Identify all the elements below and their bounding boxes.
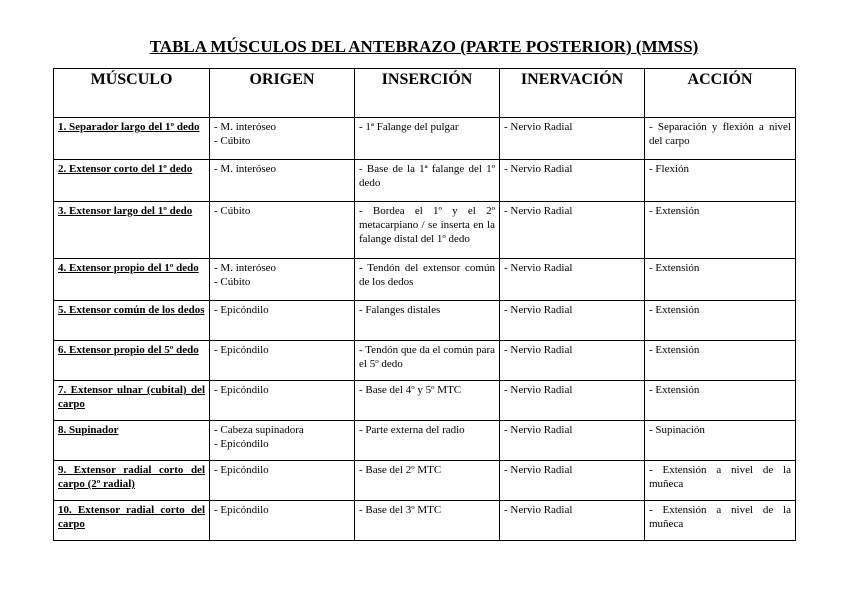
cell-origen: [210, 160, 355, 202]
cell-musculo: 10. Extensor radial corto del carpo: [54, 501, 210, 541]
cell-inervacion: - Nervio Radial: [500, 381, 645, 421]
cell-origen: [210, 118, 355, 160]
origen-line: - Cúbito: [214, 276, 251, 288]
cell-accion: - Extensión: [645, 202, 796, 259]
cell-inervacion: - Nervio Radial: [500, 421, 645, 461]
cell-insercion: - Parte externa del radio: [355, 421, 500, 461]
origen-line: - Cúbito: [214, 205, 251, 217]
table-row: [54, 160, 796, 202]
cell-origen: [210, 341, 355, 381]
cell-musculo: 7. Extensor ulnar (cubital) del carpo: [54, 381, 210, 421]
cell-accion: - Extensión: [645, 259, 796, 301]
cell-insercion: - Base del 2º MTC: [355, 461, 500, 501]
cell-insercion: - Base del 4º y 5º MTC: [355, 381, 500, 421]
cell-accion: - Extensión a nivel de la muñeca: [645, 461, 796, 501]
header-insercion: INSERCIÓN: [355, 69, 500, 118]
table-row: [54, 301, 796, 341]
cell-origen: [210, 202, 355, 259]
origen-line: - Cúbito: [214, 135, 251, 147]
cell-insercion: - Base de la 1ª falange del 1º dedo: [355, 160, 500, 202]
origen-line: - Epicóndilo: [214, 304, 269, 316]
origen-line: - Cabeza supinadora: [214, 424, 304, 436]
cell-accion: - Extensión: [645, 301, 796, 341]
cell-insercion: - Falanges distales: [355, 301, 500, 341]
origen-line: - Epicóndilo: [214, 504, 269, 516]
origen-line: - M. interóseo: [214, 121, 277, 133]
cell-accion: - Separación y flexión a nivel del carpo: [645, 118, 796, 160]
cell-musculo: 4. Extensor propio del 1º dedo: [54, 259, 210, 301]
header-accion: ACCIÓN: [645, 69, 796, 118]
cell-inervacion: - Nervio Radial: [500, 501, 645, 541]
cell-insercion: - Bordea el 1º y el 2º metacarpiano / se inserta en la falange distal del 1º dedo: [355, 202, 500, 259]
table-row: [54, 341, 796, 381]
cell-inervacion: - Nervio Radial: [500, 301, 645, 341]
cell-insercion: - Tendón que da el común para el 5º dedo: [355, 341, 500, 381]
table-row: [54, 118, 796, 160]
cell-accion: - Flexión: [645, 160, 796, 202]
cell-origen: [210, 421, 355, 461]
cell-inervacion: - Nervio Radial: [500, 118, 645, 160]
cell-origen: [210, 301, 355, 341]
origen-line: - M. interóseo: [214, 262, 277, 274]
cell-inervacion: - Nervio Radial: [500, 259, 645, 301]
table-row: [54, 381, 796, 421]
table-row: [54, 461, 796, 501]
cell-musculo: 9. Extensor radial corto del carpo (2º radial): [54, 461, 210, 501]
origen-line: - M. interóseo: [214, 163, 277, 175]
cell-inervacion: - Nervio Radial: [500, 160, 645, 202]
cell-insercion: - 1ª Falange del pulgar: [355, 118, 500, 160]
cell-musculo: 6. Extensor propio del 5º dedo: [54, 341, 210, 381]
origen-line: - Epicóndilo: [214, 438, 269, 450]
origen-line: - Epicóndilo: [214, 384, 269, 396]
cell-inervacion: - Nervio Radial: [500, 341, 645, 381]
header-musculo: MÚSCULO: [54, 69, 210, 118]
cell-origen: [210, 501, 355, 541]
origen-line: - Epicóndilo: [214, 464, 269, 476]
cell-musculo: 3. Extensor largo del 1º dedo: [54, 202, 210, 259]
cell-musculo: 1. Separador largo del 1º dedo: [54, 118, 210, 160]
cell-insercion: - Base del 3º MTC: [355, 501, 500, 541]
cell-accion: - Extensión a nivel de la muñeca: [645, 501, 796, 541]
origen-line: - Epicóndilo: [214, 344, 269, 356]
table-row: [54, 421, 796, 461]
header-inervacion: INERVACIÓN: [500, 69, 645, 118]
cell-accion: - Extensión: [645, 381, 796, 421]
cell-musculo: 2. Extensor corto del 1º dedo: [54, 160, 210, 202]
table-row: [54, 259, 796, 301]
cell-origen: [210, 461, 355, 501]
cell-inervacion: - Nervio Radial: [500, 461, 645, 501]
cell-origen: [210, 259, 355, 301]
cell-inervacion: - Nervio Radial: [500, 202, 645, 259]
cell-accion: - Extensión: [645, 341, 796, 381]
page-title: TABLA MÚSCULOS DEL ANTEBRAZO (PARTE POSTERIOR) (MMSS): [149, 37, 699, 56]
header-origen: ORIGEN: [210, 69, 355, 118]
cell-insercion: - Tendón del extensor común de los dedos: [355, 259, 500, 301]
table-row: [54, 501, 796, 541]
muscle-table: [53, 68, 796, 541]
header-row: [54, 69, 796, 118]
cell-origen: [210, 381, 355, 421]
cell-musculo: 5. Extensor común de los dedos: [54, 301, 210, 341]
cell-musculo: 8. Supinador: [54, 421, 210, 461]
table-row: [54, 202, 796, 259]
cell-accion: - Supinación: [645, 421, 796, 461]
